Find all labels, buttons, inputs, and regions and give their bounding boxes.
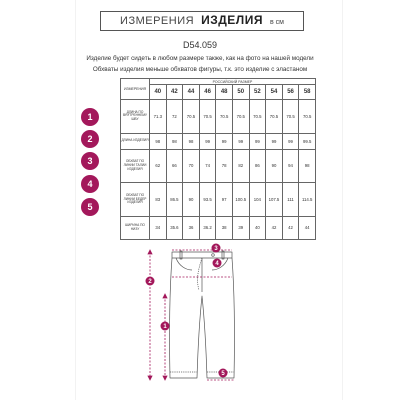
table-cell: 70.5	[232, 100, 249, 134]
table-cell: 42	[266, 216, 283, 239]
table-cell: 35.6	[166, 216, 183, 239]
table-cell: 36	[183, 216, 200, 239]
table-corner-label: ИЗМЕРЕНИЯ	[121, 79, 150, 100]
jeans-waistband	[172, 252, 232, 258]
row-number-badge: 5	[81, 198, 99, 216]
table-cell: 66	[166, 149, 183, 183]
table-cell: 100.5	[232, 183, 249, 217]
table-cell: 93.5	[199, 183, 216, 217]
size-header: 58	[299, 85, 316, 100]
size-group-label: РОССИЙСКИЙ РАЗМЕР	[150, 79, 316, 85]
table-cell: 99	[216, 133, 233, 149]
row-label: ОБХВАТ ПО ЛИНИИ БЕДЕР ИЗДЕЛИЯ	[121, 183, 150, 217]
table-cell: 38	[216, 216, 233, 239]
table-cell: 70.5	[299, 100, 316, 134]
table-cell: 70.5	[249, 100, 266, 134]
table-cell: 34	[150, 216, 167, 239]
table-cell: 99	[249, 133, 266, 149]
drawing-badge-3: 3	[214, 246, 218, 252]
table-cell: 44	[299, 216, 316, 239]
table-cell: 83	[150, 183, 167, 217]
table-cell: 70.5	[266, 100, 283, 134]
table-cell: 99	[232, 133, 249, 149]
table-cell: 42	[282, 216, 299, 239]
row-number-badge: 4	[81, 175, 99, 193]
table-cell: 70.5	[199, 100, 216, 134]
table-cell: 86	[249, 149, 266, 183]
table-cell: 98	[150, 133, 167, 149]
table-cell: 78	[216, 149, 233, 183]
article-code: D54.059	[182, 40, 218, 50]
size-header: 46	[199, 85, 216, 100]
drawing-badge-1: 1	[163, 324, 167, 330]
size-header: 40	[150, 85, 167, 100]
table-cell: 111	[282, 183, 299, 217]
table-cell: 74	[199, 149, 216, 183]
table-cell: 90	[266, 149, 283, 183]
jeans-pocket-left	[176, 258, 192, 270]
table-cell: 70.5	[183, 100, 200, 134]
drawing-badge-4: 4	[215, 261, 219, 267]
row-label: ДЛИНА ИЗДЕЛИЯ	[121, 133, 150, 149]
table-cell: 114.5	[299, 183, 316, 217]
drawing-badges	[146, 244, 228, 378]
row-label: ОБХВАТ ПО ЛИНИИ ТАЛИИ ИЗДЕЛИЯ	[121, 149, 150, 183]
size-header: 54	[266, 85, 283, 100]
elastane-note: Обхваты изделия меньше обхватов фигуры, т.к. это изделие с эластаном	[92, 66, 308, 73]
table-cell: 90	[183, 183, 200, 217]
title-measurements: ИЗМЕРЕНИЯ	[120, 15, 195, 27]
table-cell: 107.5	[266, 183, 283, 217]
drawing-badge-2: 2	[148, 279, 152, 285]
title-product: ИЗДЕЛИЯ	[201, 13, 263, 27]
table-cell: 104	[249, 183, 266, 217]
drawing-badge-5: 5	[221, 371, 225, 377]
size-header: 44	[183, 85, 200, 100]
table-cell: 99	[266, 133, 283, 149]
table-cell: 62	[150, 149, 167, 183]
table-cell: 40	[249, 216, 266, 239]
table-cell: 82	[232, 149, 249, 183]
size-header: 56	[282, 85, 299, 100]
table-cell: 70.5	[282, 100, 299, 134]
table-cell: 36.2	[199, 216, 216, 239]
table-cell: 99	[199, 133, 216, 149]
table-cell: 72	[166, 100, 183, 134]
size-header: 42	[166, 85, 183, 100]
row-label: ШИРИНА ПО НИЗУ	[121, 216, 150, 239]
table-cell: 70.5	[216, 100, 233, 134]
table-cell: 86.5	[166, 183, 183, 217]
table-cell: 99	[282, 133, 299, 149]
table-cell: 71.3	[150, 100, 167, 134]
size-header: 52	[249, 85, 266, 100]
table-cell: 99.5	[299, 133, 316, 149]
table-cell: 97	[216, 183, 233, 217]
row-number-badge: 3	[81, 152, 99, 170]
title-units: в см	[269, 19, 284, 26]
table-cell: 98	[183, 133, 200, 149]
fit-note: Изделие будет сидеть в любом размере также, как на фото на нашей модели	[86, 55, 314, 62]
table-cell: 39	[232, 216, 249, 239]
row-number-badge: 2	[81, 130, 99, 148]
table-cell: 94	[282, 149, 299, 183]
row-number-badge: 1	[81, 108, 99, 126]
table-cell: 98	[166, 133, 183, 149]
row-label: ДЛИНА ПО ВНУТРЕННЕМУ ШВУ	[121, 100, 150, 134]
size-header: 50	[232, 85, 249, 100]
table-cell: 98	[299, 149, 316, 183]
table-cell: 70	[183, 149, 200, 183]
size-header: 48	[216, 85, 233, 100]
